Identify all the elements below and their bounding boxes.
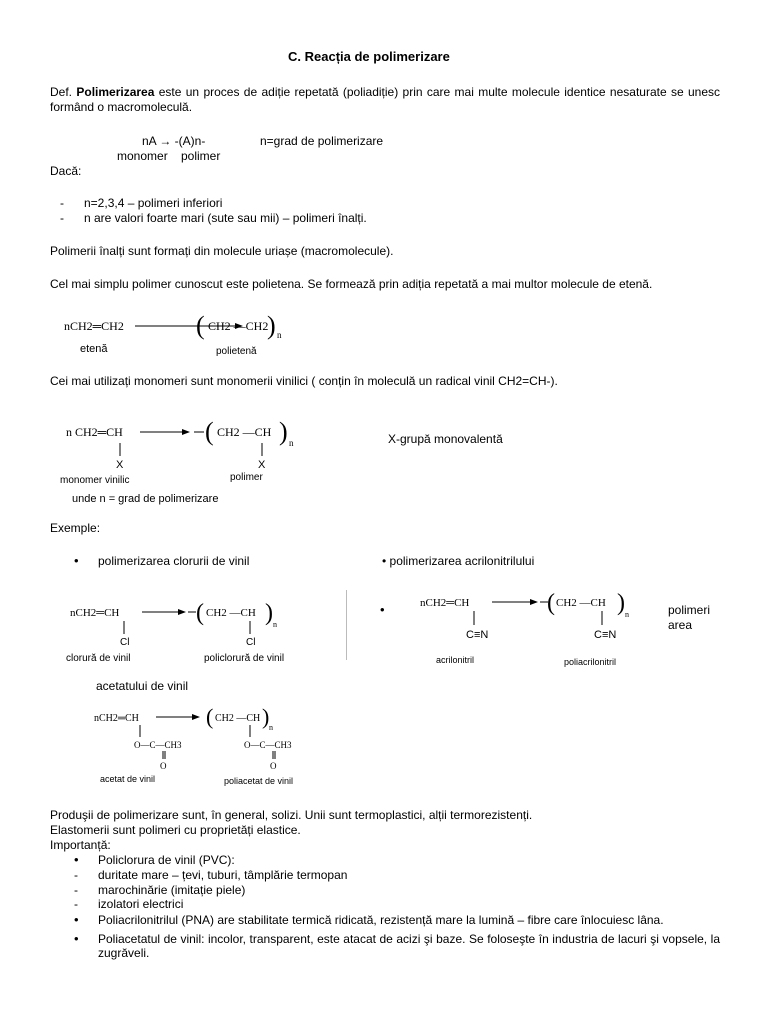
vinyl-monomers-text: Cei mai utilizați monomeri sunt monomerii vinilici ( conțin în moleculă un radical vinil CH2=CH-). bbox=[50, 374, 558, 388]
nitrile-group: C≡N bbox=[466, 629, 489, 641]
arrow-head bbox=[178, 609, 186, 615]
subscript-n: n bbox=[289, 438, 294, 448]
subscript-n: n bbox=[277, 330, 282, 340]
vinyl-chloride-label: clorură de vinil bbox=[66, 653, 131, 664]
subscript-n: n bbox=[273, 620, 277, 629]
monovalent-group-note: X-grupă monovalentă bbox=[388, 432, 503, 446]
substituent-x: X bbox=[116, 459, 124, 471]
substituent-cl: Cl bbox=[246, 637, 256, 648]
simplest-polymer-text: Cel mai simplu polimer cunoscut este polietena. Se formează prin adiția repetată a mai multor molecule de etenă. bbox=[50, 277, 653, 291]
polymer-label: polimer bbox=[230, 472, 263, 483]
degree-note: unde n = grad de polimerizare bbox=[72, 493, 219, 505]
carbonyl-o: O bbox=[270, 761, 277, 771]
bullet-icon: • bbox=[380, 602, 385, 617]
products-text: Produşii de polimerizare sunt, în general, solizi. Unii sunt termoplastici, alții termorezistenți. bbox=[50, 808, 533, 822]
polymerization-degree-note: n=grad de polimerizare bbox=[260, 134, 384, 148]
arrow-head bbox=[192, 714, 200, 720]
open-paren: ( bbox=[206, 704, 214, 729]
open-paren: ( bbox=[196, 311, 205, 340]
equation-lhs: n CH2═CH bbox=[66, 425, 123, 439]
open-paren: ( bbox=[547, 590, 555, 616]
vinyl-acetate-label: acetat de vinil bbox=[100, 774, 156, 784]
ethene-label: etenă bbox=[80, 343, 108, 355]
carbonyl-o: O bbox=[160, 761, 167, 771]
close-paren: ) bbox=[279, 417, 288, 446]
equation-lhs: nCH2═CH bbox=[94, 713, 139, 724]
list-item: - n=2,3,4 – polimeri inferiori bbox=[60, 196, 367, 211]
pvc-equation bbox=[66, 598, 296, 668]
pvc-label: policlorură de vinil bbox=[204, 653, 285, 664]
examples-title: Exemple: bbox=[50, 521, 101, 535]
close-paren: ) bbox=[267, 311, 276, 340]
example-pvc-title: • polimerizarea clorurii de vinil bbox=[74, 554, 249, 569]
list-item: - n are valori foarte mari (sute sau mii) – polimeri înalți. bbox=[60, 211, 367, 226]
acetate-group: O—C—CH3 bbox=[134, 740, 182, 750]
definition bbox=[50, 85, 720, 114]
open-paren: ( bbox=[205, 417, 214, 446]
substituent-cl: Cl bbox=[120, 637, 130, 648]
equation-lhs: nCH2═CH bbox=[70, 607, 120, 619]
daca-label: Dacă: bbox=[50, 164, 82, 178]
polymer-label: polimer bbox=[181, 149, 221, 163]
open-paren: ( bbox=[196, 600, 204, 626]
equation-rhs: CH2 —CH bbox=[215, 713, 261, 724]
definition-prefix: Def. bbox=[50, 85, 73, 99]
close-paren: ) bbox=[617, 590, 625, 616]
polyethene-label: polietenă bbox=[216, 346, 257, 357]
arrow-head bbox=[182, 429, 190, 435]
substituent-x: X bbox=[258, 459, 266, 471]
vinyl-monomer-label: monomer vinilic bbox=[60, 475, 130, 486]
close-paren: ) bbox=[265, 600, 273, 626]
definition-text: este un proces de adiție repetată (poliadiție) prin care mai multe molecule identice nesaturate se unesc formând o macromoleculă. bbox=[50, 85, 720, 114]
pan-label: poliacrilonitril bbox=[564, 657, 617, 667]
general-reaction: nA → -(A)n- bbox=[142, 134, 206, 148]
pan-equation bbox=[416, 590, 648, 670]
polymers-list bbox=[74, 913, 720, 961]
acrylonitrile-label: acrilonitril bbox=[436, 655, 475, 665]
equation-rhs: CH2 —CH bbox=[217, 425, 272, 439]
pva-label: poliacetat de vinil bbox=[224, 776, 294, 786]
subscript-n: n bbox=[625, 610, 629, 619]
elastomers-text: Elastomerii sunt polimeri cu proprietăți elastice. bbox=[50, 823, 301, 837]
pvc-uses-list bbox=[74, 868, 347, 912]
example-pan-title: • polimerizarea acrilonitrilului bbox=[382, 554, 535, 568]
page-title: C. Reacția de polimerizare bbox=[288, 49, 450, 64]
high-polymers-text: Polimerii înalți sunt formați din molecule uriașe (macromolecule). bbox=[50, 244, 394, 258]
list-item: • Policlorura de vinil (PVC): bbox=[74, 853, 235, 868]
polyethylene-equation bbox=[60, 305, 300, 360]
equation-lhs: nCH2═CH2 bbox=[64, 319, 124, 333]
list-item: - marochinărie (imitație piele) bbox=[74, 883, 347, 898]
example-list bbox=[74, 554, 249, 569]
pva-equation bbox=[90, 703, 320, 788]
equation-rhs: CH2 —CH bbox=[556, 597, 606, 609]
list-item: - izolatori electrici bbox=[74, 897, 347, 912]
pvc-item bbox=[74, 853, 235, 868]
example-pva-title: acetatului de vinil bbox=[96, 679, 189, 693]
list-item: • Poliacetatul de vinil: incolor, transparent, este atacat de acizi şi baze. Se foloseşte în industria de lacuri şi vopsele, la zugrăveli. bbox=[74, 932, 720, 961]
column-divider bbox=[346, 590, 347, 660]
list-item: • Poliacrilonitrilul (PNA) are stabilitate termică ridicată, rezistență mare la lumină – fibre care înlocuiesc lâna. bbox=[74, 913, 720, 928]
equation-rhs: CH2 —CH2 bbox=[208, 319, 269, 333]
monomer-label: monomer bbox=[117, 149, 168, 163]
definition-term: Polimerizarea bbox=[76, 85, 155, 99]
subscript-n: n bbox=[269, 723, 273, 732]
side-note: polimeri area bbox=[668, 603, 711, 632]
nitrile-group: C≡N bbox=[594, 629, 617, 641]
vinyl-equation bbox=[60, 412, 310, 507]
close-paren: ) bbox=[262, 704, 270, 729]
list-item: - duritate mare – țevi, tuburi, tâmplărie termopan bbox=[74, 868, 347, 883]
cases-list bbox=[60, 196, 367, 225]
acetate-group: O—C—CH3 bbox=[244, 740, 292, 750]
equation-lhs: nCH2═CH bbox=[420, 597, 470, 609]
arrow-head bbox=[530, 599, 538, 605]
importance-label: Importanță: bbox=[50, 838, 111, 852]
equation-rhs: CH2 —CH bbox=[206, 607, 256, 619]
